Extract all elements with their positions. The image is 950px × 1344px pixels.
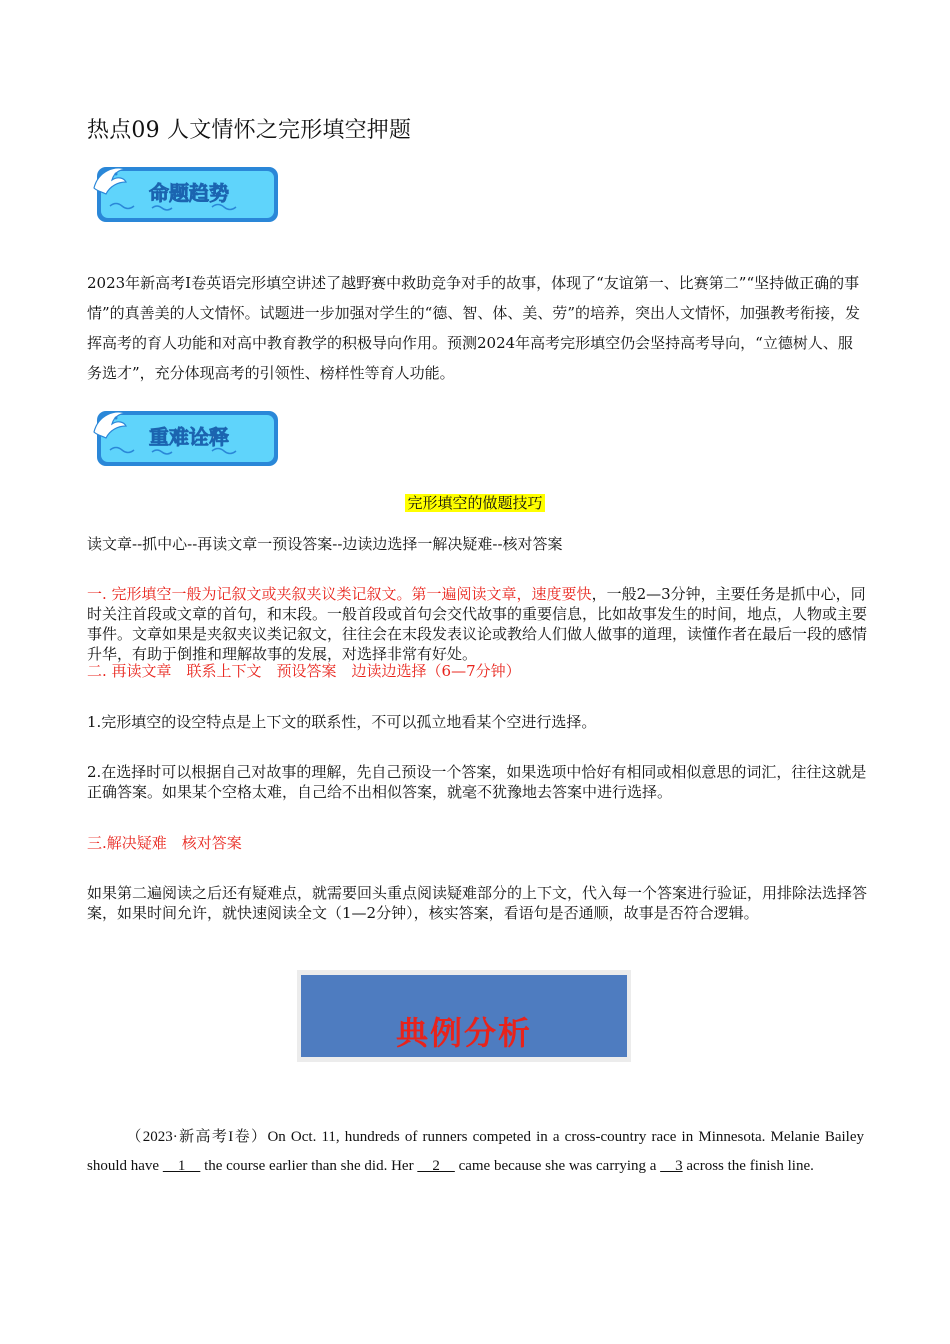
section3-heading: 三.解决疑难 核对答案 xyxy=(87,834,242,852)
dolphin-banner-graphic xyxy=(92,160,282,226)
tips-heading-text: 完形填空的做题技巧 xyxy=(407,494,543,512)
dolphin-banner-graphic xyxy=(92,404,282,470)
blank-2: 2 xyxy=(417,1158,455,1174)
trend-banner-label: 命题趋势 xyxy=(149,181,229,205)
intro-paragraph: 2023年新高考I卷英语完形填空讲述了越野赛中救助竞争对手的故事，体现了“友谊第一、比赛第二”“坚持做正确的事情”的真善美的人文情怀。试题进一步加强对学生的“德、智、体、美、劳”的培养，突出人文情怀，加强教考衔接，发挥高考的育人功能和对高中教育教学的积极导向作用。预测2024年高考完形填空仍会坚持高考导向，“立德树人、服务选才”，充分体现高考的引领性、榜样性等育人功能。 xyxy=(87,274,861,382)
difficulty-banner-label: 重难诠释 xyxy=(149,425,229,449)
page-title: 热点09 人文情怀之完形填空押题 xyxy=(87,118,412,143)
example-passage xyxy=(87,1123,864,1181)
tips-heading xyxy=(0,492,950,514)
passage-part2: the course earlier than she did. Her xyxy=(200,1158,418,1174)
passage-part4: across the finish line. xyxy=(682,1158,814,1174)
point1-paragraph: 1.完形填空的设空特点是上下文的联系性，不可以孤立地看某个空进行选择。 xyxy=(87,713,597,731)
example-banner xyxy=(297,970,631,1062)
trend-banner xyxy=(92,160,282,226)
section1-paragraph xyxy=(87,584,867,664)
steps-line: 读文章--抓中心--再读文章一预设答案--边读边选择一解决疑难--核对答案 xyxy=(87,535,563,553)
example-banner-label: 典例分析 xyxy=(395,1014,532,1052)
example-banner-inner xyxy=(301,975,627,1057)
section2-heading: 二. 再读文章 联系上下文 预设答案 边读边选择（6—7分钟） xyxy=(87,662,521,680)
section1-red-text: 完形填空一般为记叙文或夹叙夹议类记叙文。第一遍阅读文章，速度要快 xyxy=(111,585,592,603)
blank-1: 1 xyxy=(162,1158,201,1174)
point2-paragraph: 2.在选择时可以根据自己对故事的理解，先自己预设一个答案，如果选项中恰好有相同或相似意思的词汇，往往这就是正确答案。如果某个空格太难，自己给不出相似答案，就毫不犹豫地去答案中进行选择。 xyxy=(87,763,867,801)
difficulty-banner xyxy=(92,404,282,470)
point3-paragraph: 如果第二遍阅读之后还有疑难点，就需要回头重点阅读疑难部分的上下文，代入每一个答案进行验证，用排除法选择答案，如果时间允许，就快速阅读全文（1—2分钟），核实答案，看语句是否通顺，故事是否符合逻辑。 xyxy=(87,884,868,922)
passage-part1: （2023·新高考I卷）On Oct. 11, hundreds of runners competed in a cross-country race in Minnesota. Melanie Bailey should have xyxy=(87,1129,864,1174)
blank-3: 3 xyxy=(660,1158,683,1174)
passage-part3: came because she was carrying a xyxy=(454,1158,661,1174)
section1-prefix: 一. xyxy=(87,585,112,603)
section1-body: ，一般2—3分钟，主要任务是抓中心，同时关注首段或文章的首句，和末段。一般首段或首句会交代故事的重要信息，比如故事发生的时间，地点，人物或主要事件。文章如果是夹叙夹议类记叙文，往往会在末段发表议论或教给人们做人做事的道理，读懂作者在最后一段的感情升华，有助于倒推和理解故事的发展，对选择非常有好处。 xyxy=(87,585,868,663)
